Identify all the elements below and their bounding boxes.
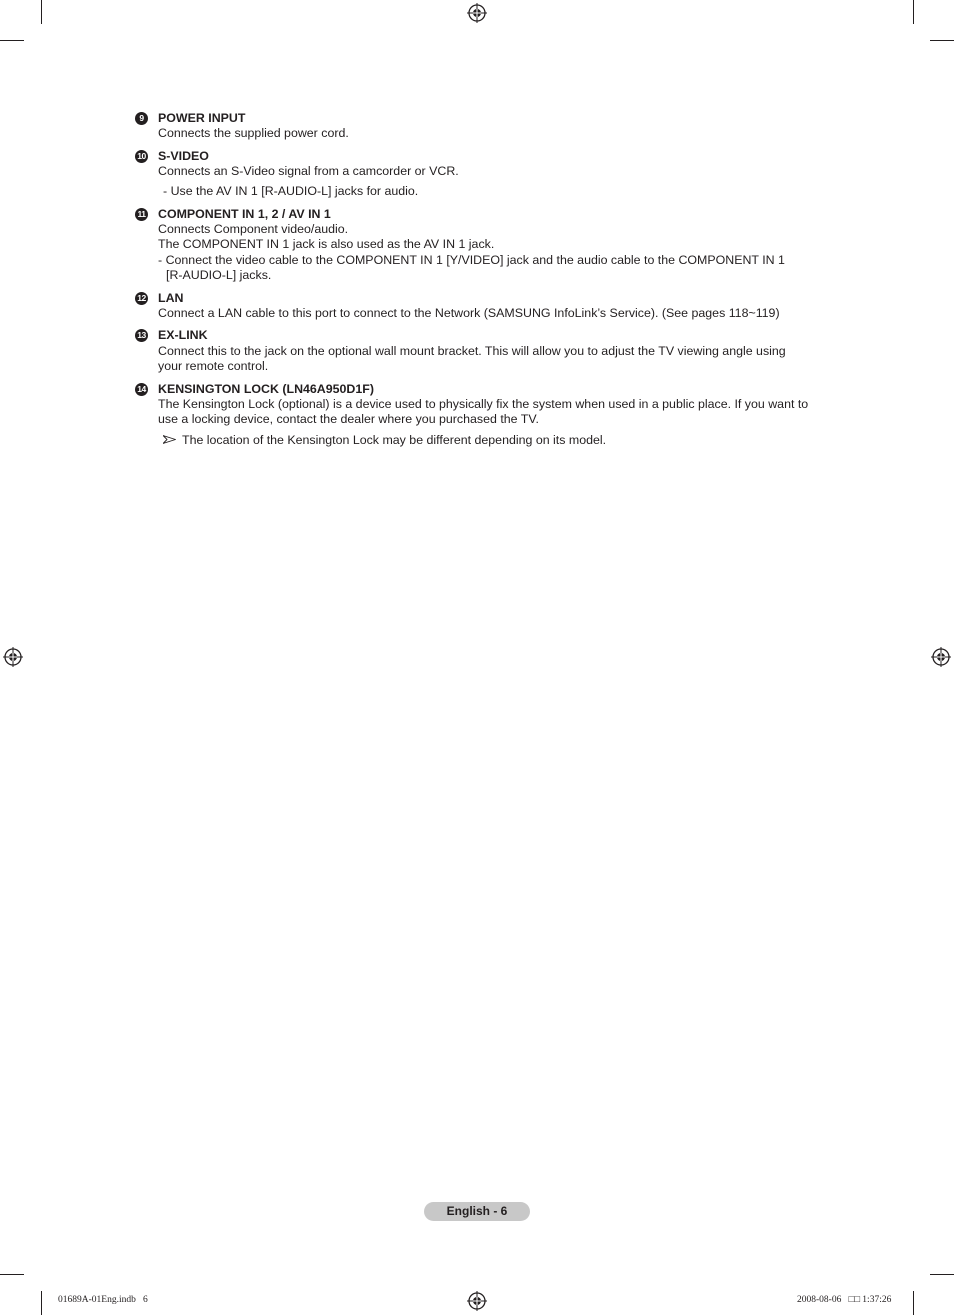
registration-mark-icon [467, 3, 487, 23]
print-slug-file: 01689A-01Eng.indb 6 [58, 1295, 148, 1305]
item-number-badge: 14 [135, 383, 148, 396]
registration-mark-icon [3, 647, 23, 667]
item-description: Connects an S-Video signal from a camcorder or VCR. [158, 164, 459, 179]
registration-mark-icon [467, 1291, 487, 1311]
item-description: Connects the supplied power cord. [158, 126, 349, 141]
crop-mark [0, 40, 24, 41]
item-sub-note: - Use the AV IN 1 [R-AUDIO-L] jacks for audio. [163, 184, 419, 199]
crop-mark [930, 1274, 954, 1275]
item-description: The Kensington Lock (optional) is a device used to physically fix the system when used in a public place. If you want to [158, 396, 809, 411]
item-number-badge: 12 [135, 292, 148, 305]
item-ex-link [135, 328, 847, 374]
item-title: POWER INPUT [158, 111, 246, 125]
crop-mark [0, 1274, 24, 1275]
crop-mark [41, 1291, 42, 1315]
item-number-badge: 13 [135, 329, 148, 342]
arrow-note-icon [163, 433, 182, 448]
item-number-badge: 11 [135, 208, 148, 221]
crop-mark [41, 0, 42, 24]
item-description: The COMPONENT IN 1 jack is also used as the AV IN 1 jack. [158, 237, 495, 252]
note-text: The location of the Kensington Lock may be different depending on its model. [182, 433, 607, 448]
item-title: S-VIDEO [158, 148, 209, 163]
item-s-video [135, 149, 847, 200]
item-title: KENSINGTON LOCK (LN46A950D1F) [158, 381, 374, 396]
registration-mark-icon [931, 647, 951, 667]
port-descriptions [135, 111, 847, 456]
item-title: COMPONENT IN 1, 2 / AV IN 1 [158, 207, 331, 222]
item-component-in [135, 207, 847, 283]
item-dash-note-continued: [R-AUDIO-L] jacks. [166, 267, 272, 282]
item-lan [135, 291, 847, 321]
crop-mark [913, 1291, 914, 1315]
crop-mark [913, 0, 914, 24]
item-description: Connect this to the jack on the optional wall mount bracket. This will allow you to adjust the TV viewing angle using [158, 343, 786, 358]
print-slug-date: 2008-08-06 □□ 1:37:26 [797, 1295, 892, 1305]
item-number-badge: 10 [135, 150, 148, 163]
item-number-badge: 9 [135, 112, 148, 125]
item-description: Connects Component video/audio. [158, 222, 349, 237]
page-number-badge: English - 6 [424, 1202, 530, 1221]
item-note [158, 433, 847, 448]
crop-mark [930, 40, 954, 41]
item-description: your remote control. [158, 358, 269, 373]
item-title: LAN [158, 290, 184, 305]
item-description: Connect a LAN cable to this port to connect to the Network (SAMSUNG InfoLink’s Service). (See pages 118~119) [158, 305, 780, 320]
item-kensington-lock [135, 382, 847, 449]
item-dash-note: - Connect the video cable to the COMPONENT IN 1 [Y/VIDEO] jack and the audio cable to the COMPONENT IN 1 [158, 252, 785, 267]
item-description: use a locking device, contact the dealer where you purchased the TV. [158, 411, 539, 426]
item-power-input [135, 111, 847, 141]
item-title: EX-LINK [158, 328, 208, 343]
